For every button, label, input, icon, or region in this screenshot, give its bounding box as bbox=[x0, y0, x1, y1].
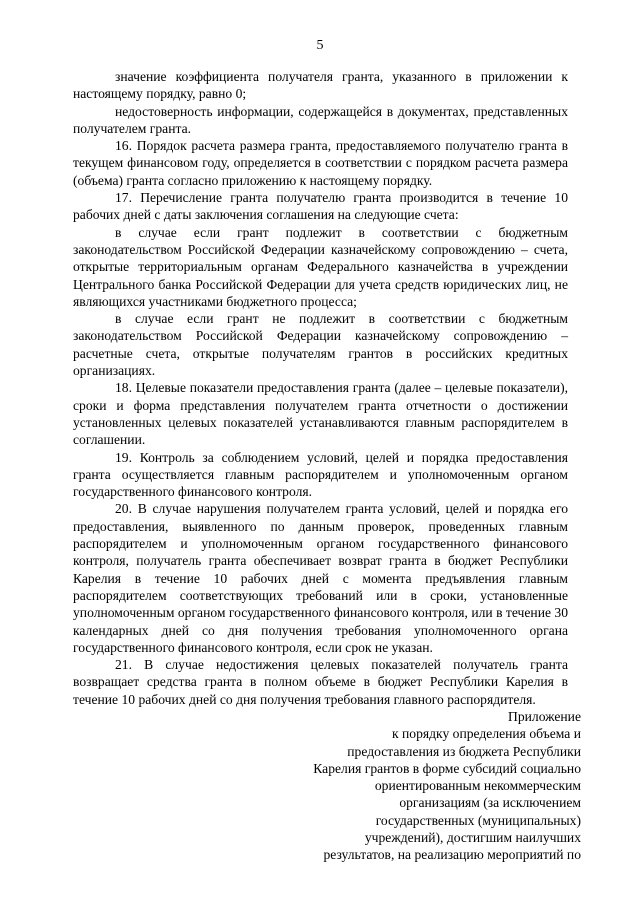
appendix-line: ориентированным некоммерческим bbox=[374, 778, 581, 794]
paragraph: в случае если грант не подлежит в соответствии с бюджетным законодательством Российской Федерации казначейскому сопровождению – расчетные счета, открытые получателям грантов в российских кредитных организациях. bbox=[73, 311, 568, 379]
appendix-line: учреждений), достигшим наилучших bbox=[364, 830, 581, 846]
paragraph-item-17: 17. Перечисление гранта получателю гранта производится в течение 10 рабочих дней с даты заключения соглашения на следующие счета: bbox=[73, 190, 568, 223]
paragraph-item-18: 18. Целевые показатели предоставления гранта (далее – целевые показатели), сроки и форма представления получателем гранта отчетности о достижении установленных целевых показателей устанавливаются главным распорядителем в соглашении. bbox=[73, 380, 568, 448]
appendix-line: результатов, на реализацию мероприятий по bbox=[323, 847, 581, 863]
appendix-header bbox=[281, 708, 581, 864]
paragraph: в случае если грант подлежит в соответствии с бюджетным законодательством Российской Федерации казначейскому сопровождению – счета, открытые территориальным органам Федерального казначейства в учреждении Центрального банка Российской Федерации для учета средств юридических лиц, не являющихся участниками бюджетного процесса; bbox=[73, 224, 568, 309]
paragraph-item-21: 21. В случае недостижения целевых показателей получатель гранта возвращает средства гранта в полном объеме в бюджет Республики Карелия в течение 10 рабочих дней со дня получения требования главного распорядителя. bbox=[73, 657, 568, 707]
paragraph: недостоверность информации, содержащейся в документах, представленных получателем гранта. bbox=[73, 103, 568, 136]
page-number: 5 bbox=[316, 38, 324, 53]
document-body bbox=[73, 68, 568, 708]
appendix-line: к порядку определения объема и bbox=[392, 726, 581, 742]
paragraph-item-19: 19. Контроль за соблюдением условий, целей и порядка предоставления гранта осуществляется главным распорядителем и уполномоченным органом государственного финансового контроля. bbox=[73, 449, 568, 500]
paragraph-item-20: 20. В случае нарушения получателем гранта условий, целей и порядка его предоставления, выявленного по данным проверок, проведенных главным распорядителем и уполномоченным органом государственного финансового контроля, получатель гранта обеспечивает возврат гранта в бюджет Республики Карелия в течение 10 рабочих дней с момента предъявления главным распорядителем соответствующих требований или в сроки, установленные уполномоченным органом государственного финансового контроля, или в течение 30 календарных дней со дня получения требования уполномоченного органа государственного финансового контроля, если срок не указан. bbox=[73, 501, 568, 655]
paragraph-item-16: 16. Порядок расчета размера гранта, предоставляемого получателю гранта в текущем финансовом году, определяется в соответствии с порядком расчета размера (объема) гранта согласно приложению к настоящему порядку. bbox=[73, 138, 568, 188]
appendix-line: Карелия грантов в форме субсидий социально bbox=[313, 760, 581, 776]
appendix-line: предоставления из бюджета Республики bbox=[347, 743, 581, 759]
appendix-line: организациям (за исключением bbox=[399, 795, 581, 811]
appendix-title: Приложение bbox=[508, 709, 581, 724]
appendix-line: государственных (муниципальных) bbox=[375, 812, 581, 828]
paragraph: значение коэффициента получателя гранта, указанного в приложении к настоящему порядку, равно 0; bbox=[73, 69, 568, 102]
